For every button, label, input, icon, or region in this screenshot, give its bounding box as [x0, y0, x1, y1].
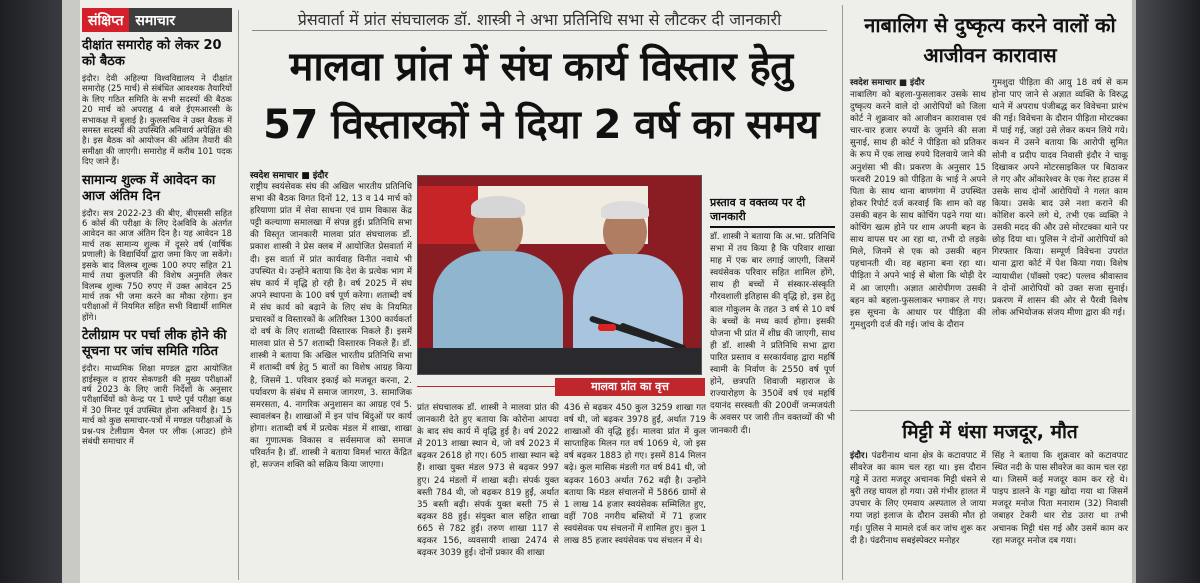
headline-line-1: मालवा प्रांत में संघ कार्य विस्तार हेतु	[289, 44, 793, 90]
right-story-byline: स्वदेश समाचार ■ इंदौर	[850, 78, 925, 88]
column-divider	[238, 10, 239, 580]
second-story-column-1	[850, 450, 986, 547]
lead-story-kicker: प्रेसवार्ता में प्रांत संघचालक डॉ. शास्त्री ने अभा प्रतिनिधि सभा से लौटकर दी जानकारी	[297, 10, 782, 29]
brief-item-text: इंदौर। देवी अहिल्या विश्वविद्यालय ने दीक्षांत समारोह (25 मार्च) से संबंधित आवश्यक तैयारियों के लिए गठित समिति के सभी सदस्यों की बैठक 20 मार्च को अपराह्न 4 बजे ईएमआरसी के सभाकक्ष में बुलाई है। कुलसचिव ने उक्त बैठक में समस्त सदस्यों की उपस्थिति अनिवार्य अपेक्षित की है। इस बैठक को आयोजन की अंतिम तैयारी की समीक्षा की जाएगी। समारोह में करीब 101 पदक दिए जाने हैं।	[82, 73, 232, 167]
brief-tab-label: संक्षिप्त	[82, 8, 129, 32]
brief-news-column	[82, 8, 232, 583]
microphone	[598, 324, 616, 331]
headline-line-2: 57 विस्तारकों ने दिया 2 वर्ष का समय	[263, 102, 819, 148]
brief-section-header	[82, 8, 232, 32]
press-conference-photo	[417, 175, 702, 375]
malwa-stats-subhead: मालवा प्रांत का वृत्त	[555, 378, 705, 396]
lead-story-headline	[246, 38, 836, 154]
lead-story-byline: स्वदेश समाचार ■ इंदौर	[250, 171, 329, 181]
brief-item-heading: दीक्षांत समारोह को लेकर 20 को बैठक	[82, 38, 222, 69]
lead-story-column-3: 436 से बढ़कर 450 कुल 3259 शाखा गत वर्ष थी, जो बढ़कर 3978 हुईं, अर्थात 719 शाखाओं की वृद्धि हुई। मालवा प्रांत में कुल साप्ताहिक मिलन गत वर्ष 1069 थे, जो इस वर्ष बढ़कर 1883 हो गए। इसमें 814 मिलन बढ़े। कुल मासिक मंडली गत वर्ष 841 थी, जो बढ़कर 1603 अर्थात 762 बढ़ी है। उन्होंने बताया कि मंडल संचालनों में 5866 ग्रामों से 1 लाख 14 हजार स्वयंसेवक सम्मिलित हुए, वहीं 708 नगरीय बस्तियों में 71 हजार स्वयंसेवक पथ संचलनों में शामिल हुए। कुल 1 लाख 85 हजार स्वयंसेवक पथ संचलन में थे।	[564, 403, 707, 547]
side-box-title: प्रस्ताव व वक्तव्य पर दी जानकारी	[710, 196, 806, 223]
photo-table	[418, 348, 702, 375]
second-story-text: पंढरीनाथ थाना क्षेत्र के कटावपाट में सीवरेज का काम चल रहा था। इस दौरान गड्ढे में उतरा मजदूर अचानक मिट्टी धंसने से बुरी तरह घायल हो गया। उसे गंभीर हालत में उपचार के लिए एमवाय अस्पताल ले जाया गया जहां इलाज के दौरान उसकी मौत हो गई। पुलिस ने मामले दर्ज कर जांच शुरू कर दी है। पंढरीनाथ सबइंस्पेक्टर मनोहर	[850, 451, 986, 546]
lead-story-column-4: डॉ. शास्त्री ने बताया कि अ.भा. प्रतिनिधि सभा में तय किया है कि परिवार शाखा माह में एक बार लगाई जाएगी, जिसमें स्वयंसेवक परिवार सहित शामिल होंगे, साथ ही बच्चों में संस्कार-संस्कृति गौरवशाली इतिहास की वृद्धि हो, इस हेतु बाल गोकुलम के तहत 3 वर्ष से 10 वर्ष के बच्चों के मध्य कार्य होगा। इसकी योजना भी प्रांत में शीघ्र की जाएगी, साथ ही डॉ. शास्त्री ने प्रतिनिधि सभा द्वारा पारित प्रस्ताव व सरकार्यवाह द्वारा महर्षि स्वामी के निर्वाण के 2550 वर्ष पूर्ण होने, छत्रपति शिवाजी महाराज के राज्यारोहण के 350वें वर्ष एवं महर्षि दयानंद सरस्वती की 200वीं जन्मजयंती के अवसर पर जारी तीन वक्तव्यों की भी जानकारी दी।	[710, 232, 835, 436]
brief-item-heading: टेलीग्राम पर पर्चा लीक होने की सूचना पर जांच समिति गठित	[82, 328, 227, 360]
brief-item-heading: सामान्य शुल्क में आवेदन का आज अंतिम दिन	[82, 172, 216, 204]
side-box-rule	[710, 226, 835, 228]
brief-item-text: इंदौर। सत्र 2022-23 की बीए, बीएससी सहित 6 कोर्स की परीक्षा के लिए देअविवि के अंतर्गत आवेदन का आज अंतिम दिन है। यह आवेदन 18 मार्च तक सामान्य शुल्क में दूसरे वर्ष (वार्षिक प्रणाली) के विद्यार्थियों द्वारा जमा किए जा सकेंगे। इसके बाद विलम्ब शुल्क 100 रुपए सहित 21 मार्च तथा कुलपति की विशेष अनुमति लेकर विलम्ब शुल्क 750 रुपए में उक्त आवेदन 25 मार्च तक भी जमा करने का मौका रहेगा। इन परीक्षाओं में नियमित सहित सभी विद्यार्थी शामिल होंगे।	[82, 207, 232, 322]
right-story-column-2: गुमशुदा पीड़िता की आयु 18 वर्ष से कम होना पाए जाने से अज्ञात व्यक्ति के विरुद्ध थाने में अपराध पंजीबद्ध कर विवेचना प्रारंभ की गई। विवेचना के दौरान पीड़िता मोरटक्का में पाई गई, जहां उसे लेकर कथन लिये गये। कथन में उसने बताया कि आरोपी सुमित सोनी व प्रदीप यादव निवासी इंदौर ने चाकू दिखाकर अपने मोटरसाइकिल पर बिठाकर ले गए और ओंकारेश्वर के एक गेस्ट हाउस में उसके साथ दोनों आरोपियों ने गलत काम किया। उसके बाद उसे नशा कराने की कोशिश करने लगे थे, तभी एक व्यक्ति ने उसकी मदद की और उसे मोरटक्का थाने पर छोड़ दिया था। पुलिस ने दोनों आरोपियों को गिरफ्तार किया। सम्पूर्ण विवेचना उपरांत थाना द्वारा कोर्ट में पेश किया गया। विशेष न्यायाधीश (पॉक्सो एक्ट) पल्लव श्रीवास्तव ने दोनों आरोपियों को उक्त सजा सुनाई। प्रकरण में शासन की ओर से पैरवी विशेष लोक अभियोजक संजय मीणा द्वारा की गई।	[992, 78, 1128, 318]
person-right-hair	[601, 201, 649, 219]
photo-background-left	[0, 0, 62, 583]
photo-backdrop-logo	[418, 186, 478, 244]
story-divider	[850, 410, 1130, 411]
column-divider	[842, 5, 843, 580]
right-story-column-1: नाबालिग को बहला-फुसलाकर उसके साथ दुष्कृत्य करने वाले दो आरोपियों को जिला कोर्ट ने शुक्रवार को आजीवन कारावास एवं चार-चार हजार रुपयों के जुर्माने की सजा सुनाई, साथ ही कोर्ट ने पीड़िता को प्रतिकर के रूप में एक लाख रुपये दिलवाये जाने की अनुशंसा भी की। प्रकरण के अनुसार 15 फरवरी 2019 को पीड़िता के भाई ने अपने पिता के साथ थाना बाणगंगा में उपस्थित होकर रिपोर्ट दर्ज करवाई कि शाम को वह उसकी बहन के साथ कोचिंग पढ़ने गया था। कोचिंग खत्म होने पर शाम अपनी बहन के साथ वापस घर आ रहा था, तभी दो लड़के मिले, जिनमें से एक को उसकी बहन पहचानती थी। वह बहाना बना रहा था। पीड़िता ने अपने भाई से बोला कि थोड़ी देर में आ जाएगी। अज्ञात आरोपीगण उसकी बहन को बहला-फुसलाकर भगाकर ले गए। इस सूचना के आधार पर पीड़िता की गुमशुदगी दर्ज की गई। जांच के दौरान	[850, 90, 986, 330]
second-story-column-2: सिंह ने बताया कि शुक्रवार को कटावपाट स्थित नदी के पास सीवरेज का काम चल रहा था। जिसमें कई मजदूर काम कर रहे थे। पाइप डालने के गड्ढा खोदा गया था जिसमें मजदूर मनोज पिता मनाराम (32) निवासी जबाहर टेकरी थार रोड उतरा था तभी अचानक मिट्टी धंस गई और उसमें काम कर रहा मजदूर मनोज दब गया।	[992, 451, 1128, 546]
dateline: इंदौर।	[850, 451, 868, 461]
lead-story-column-2: प्रांत संघचालक डॉ. शास्त्री ने मालवा प्रांत की जानकारी देते हुए बताया कि कोरोना आपदा के बाद संघ कार्य में वृद्धि हुई है। वर्ष 2022 में 2013 शाखा स्थान थे, जो वर्ष 2023 में बढ़कर 2618 हो गए। 605 शाखा स्थान बढ़े हैं। शाखा युक्त मंडल 973 से बढ़कर 997 हुए। 24 मंडलों में शाखा बढ़ी। संपर्क युक्त बस्ती 784 थी, जो बढ़कर 819 हुईं, अर्थात 35 बस्ती बढ़ी। संपर्क युक्त बस्ती 75 से बढ़कर 88 हुई। संयुक्त बाल सहित शाखा 665 से 782 हुईं। तरुण शाखा 117 से बढ़कर 156, व्यवसायी शाखा 2474 से बढ़कर 3039 हुई। दोनों प्रकार की शाखा	[417, 403, 559, 559]
person-left-hair	[471, 196, 525, 218]
kicker-rule	[252, 30, 827, 31]
news-tab-label: समाचार	[129, 8, 232, 32]
brief-item-text: इंदौर। माध्यमिक शिक्षा मण्डल द्वारा आयोजित हाईस्कूल व हायर सेकण्डरी की मुख्य परीक्षाओं वर्ष 2023 के लिए जारी निर्देशों के अनुसार परीक्षार्थियों को केन्द्र पर 1 घण्टे पूर्व परीक्षा कक्ष में 30 मिनट पूर्व उपस्थित होना अनिवार्य है। 15 मार्च को कुछ समाचार-पत्रों में मण्डल परीक्षाओं के प्रश्न-पत्र टेलीग्राम चैनल पर लीक (आउट) होने संबंधी समाचार में	[82, 363, 232, 446]
photo-background-right	[1136, 0, 1200, 583]
second-story-headline: मिट्टी में धंसा मजदूर, मौत	[902, 421, 1078, 443]
right-story-headline: नाबालिग से दुष्कृत्य करने वालों को आजीवन कारावास	[864, 13, 1116, 67]
newspaper-page	[62, 0, 1136, 583]
lead-story-column-1: राष्ट्रीय स्वयंसेवक संघ की अखिल भारतीय प्रतिनिधि सभा की बैठक विगत दिनों 12, 13 व 14 मार्च को हरियाणा प्रांत में सेवा साधना एवं ग्राम विकास केंद्र पट्टी कल्याणा समालखा में संपन्न हुई। प्रतिनिधि सभा की विस्तृत जानकारी मालवा प्रांत संघचालक डॉ. प्रकाश शास्त्री ने प्रेस क्लब में आयोजित प्रेसवार्ता में दी। इस वार्ता में प्रांत कार्यवाह विनीत नवाथे भी उपस्थित थे। उन्होंने बताया कि देश के प्रत्येक भाग में संघ कार्य में वृद्धि हो रही है। वर्ष 2025 में संघ अपने स्थापना के 100 वर्ष पूर्ण करेगा। शताब्दी वर्ष में संघ कार्य को बढ़ाने के लिए संघ के नियमित प्रचारकों व विस्तारकों के अतिरिक्त 1300 कार्यकर्ता दो वर्ष के लिए शताब्दी विस्तारक निकले हैं। इसमें मालवा प्रांत से 57 शताब्दी विस्तारक निकले हैं। डॉ. शास्त्री ने बताया कि अखिल भारतीय प्रतिनिधि सभा में शताब्दी वर्ष हेतु 5 बातों का विशेष आग्रह किया है, जिसमें 1. परिवार इकाई को मजबूत करना, 2. पर्यावरण के संबंध में समाज जागरण, 3. सामाजिक समरसता, 4. नागरिक अनुशासन का आग्रह एवं 5. स्वावलंबन है। शाखाओं में इन पांच बिंदुओं पर कार्य होगा। शताब्दी वर्ष में प्रत्येक मंडल में शाखा, शाखा का गुणात्मक विकास व सर्वसमाज को समाज परिवर्तन है। डॉ. शास्त्री ने बताया विमर्श भारत केंद्रित हो, सज्जन शक्ति को सक्रिय किया जाएगा।	[250, 182, 412, 471]
